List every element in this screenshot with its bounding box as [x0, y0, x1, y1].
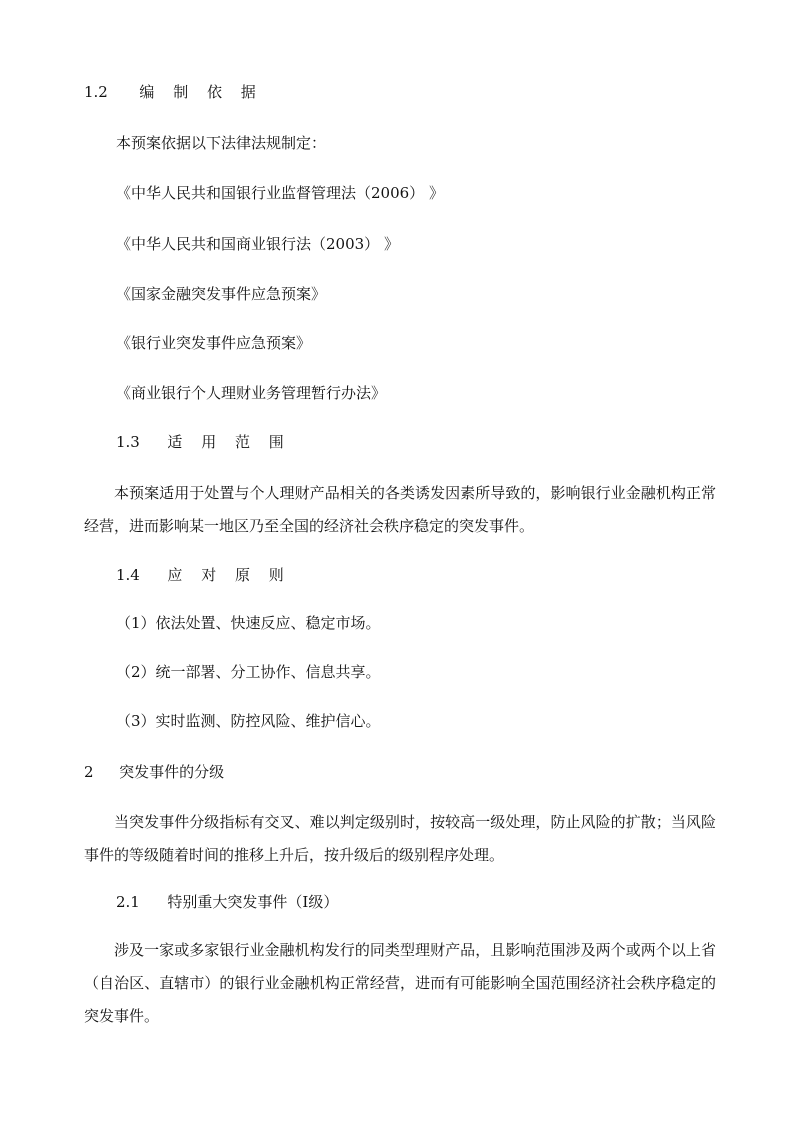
- heading-title: 适 用 范 围: [167, 433, 284, 451]
- law-item: 《中华人民共和国银行业监督管理法（2006） 》: [116, 184, 444, 202]
- heading-number: 1.2: [84, 83, 108, 101]
- heading-number: 2.1: [116, 893, 140, 911]
- principle-item: （3）实时监测、防控风险、维护信心。: [116, 712, 381, 730]
- principle-item: （1）依法处置、快速反应、稳定市场。: [116, 614, 381, 632]
- law-item: 《国家金融突发事件应急预案》: [116, 285, 327, 303]
- heading-2: [84, 762, 224, 782]
- heading-1-2: [84, 82, 256, 102]
- law-item: 《中华人民共和国商业银行法（2003） 》: [116, 235, 399, 253]
- heading-title: 特别重大突发事件（Ⅰ级）: [167, 893, 339, 911]
- heading-title: 编 制 依 据: [139, 83, 256, 101]
- grading-paragraph: 当突发事件分级指标有交叉、难以判定级别时，按较高一级处理，防止风险的扩散；当风险事件的等级随着时间的推移上升后，按升级后的级别程序处理。: [84, 813, 716, 864]
- scope-paragraph: 本预案适用于处置与个人理财产品相关的各类诱发因素所导致的，影响银行业金融机构正常经营，进而影响某一地区乃至全国的经济社会秩序稳定的突发事件。: [84, 484, 716, 535]
- heading-title: 应 对 原 则: [167, 566, 284, 584]
- law-item: 《商业银行个人理财业务管理暂行办法》: [116, 384, 387, 402]
- heading-title: 突发事件的分级: [119, 763, 225, 781]
- law-item: 《银行业突发事件应急预案》: [116, 334, 312, 352]
- intro-text: 本预案依据以下法律法规制定：: [116, 134, 327, 152]
- principle-item: （2）统一部署、分工协作、信息共享。: [116, 663, 381, 681]
- heading-1-4: [116, 565, 284, 585]
- heading-number: 1.3: [116, 433, 140, 451]
- heading-number: 1.4: [116, 566, 140, 584]
- heading-number: 2: [84, 763, 94, 781]
- heading-2-1: [116, 892, 338, 912]
- level1-paragraph: 涉及一家或多家银行业金融机构发行的同类型理财产品，且影响范围涉及两个或两个以上省（自治区、直辖市）的银行业金融机构正常经营，进而有可能影响全国范围经济社会秩序稳定的突发事件。: [84, 941, 716, 1025]
- heading-1-3: [116, 432, 284, 452]
